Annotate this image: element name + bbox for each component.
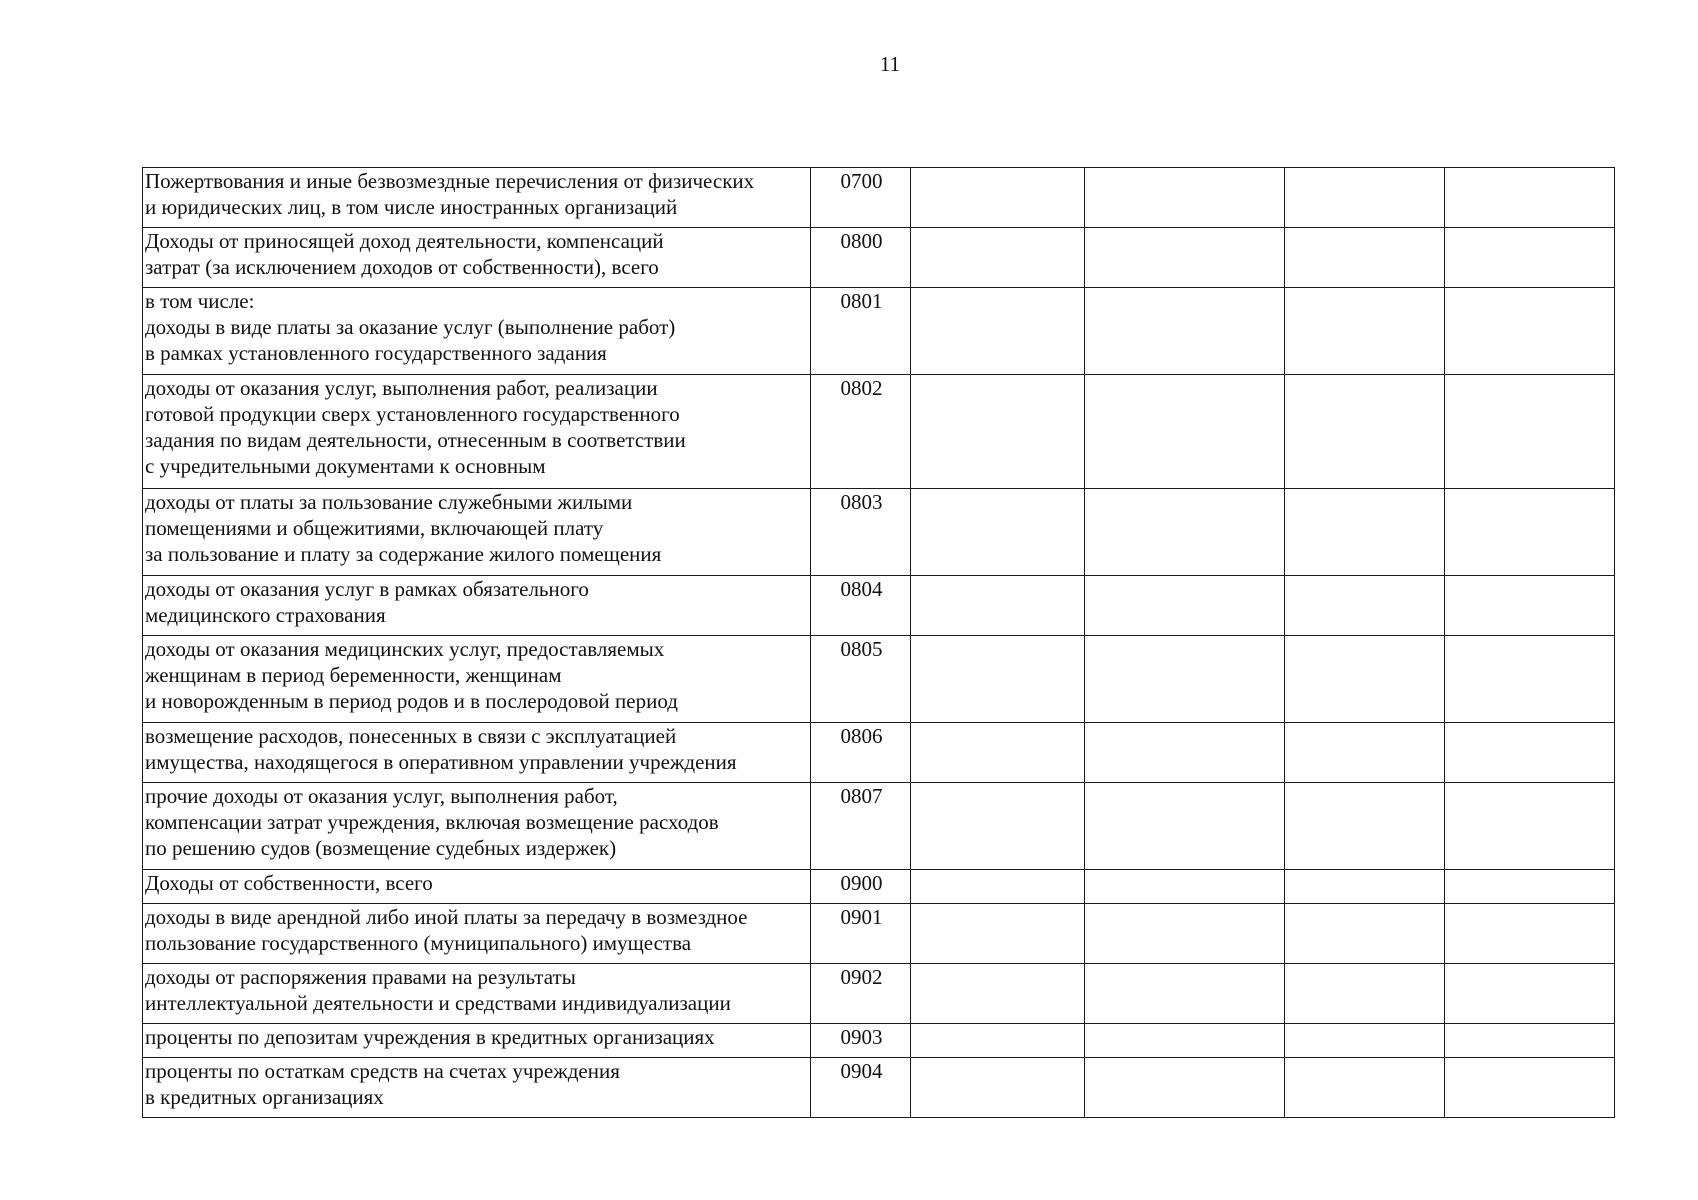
value-cell (1085, 1024, 1285, 1058)
value-cell (1445, 870, 1615, 904)
row-label (143, 288, 811, 375)
row-label-line: Доходы от приносящей доход деятельности, компенсаций (145, 229, 664, 253)
value-cell (911, 904, 1085, 964)
row-label-line: доходы от оказания медицинских услуг, предоставляемых (145, 637, 665, 661)
value-cell (911, 489, 1085, 576)
row-label (143, 1058, 811, 1118)
row-label-line: доходы от оказания услуг в рамках обязательного (145, 577, 589, 601)
value-cell (1085, 964, 1285, 1024)
row-code: 0806 (811, 723, 911, 783)
value-cell (1445, 489, 1615, 576)
table-row (143, 1058, 1615, 1118)
value-cell (1285, 636, 1445, 723)
value-cell (1085, 636, 1285, 723)
value-cell (1085, 870, 1285, 904)
table-row (143, 1024, 1615, 1058)
value-cell (1445, 576, 1615, 636)
value-cell (1445, 783, 1615, 870)
row-code: 0904 (811, 1058, 911, 1118)
row-label-line: и новорожденным в период родов и в послеродовой период (145, 689, 678, 713)
row-label (143, 723, 811, 783)
row-code: 0700 (811, 168, 911, 228)
row-label-line: Пожертвования и иные безвозмездные перечисления от физических (145, 169, 755, 193)
row-code: 0902 (811, 964, 911, 1024)
value-cell (1085, 904, 1285, 964)
table-row (143, 288, 1615, 375)
table-row (143, 636, 1615, 723)
value-cell (1085, 375, 1285, 489)
value-cell (1285, 288, 1445, 375)
row-label-line: медицинского страхования (145, 603, 386, 627)
value-cell (1285, 576, 1445, 636)
row-label-line: за пользование и плату за содержание жилого помещения (145, 542, 662, 566)
table-row (143, 870, 1615, 904)
value-cell (1285, 964, 1445, 1024)
row-label-line: доходы от оказания услуг, выполнения работ, реализации (145, 376, 658, 400)
value-cell (1085, 576, 1285, 636)
value-cell (1085, 288, 1285, 375)
value-cell (1085, 168, 1285, 228)
row-label (143, 228, 811, 288)
value-cell (1445, 288, 1615, 375)
row-code: 0807 (811, 783, 911, 870)
row-label-line: в том числе: (145, 289, 255, 313)
value-cell (1085, 723, 1285, 783)
row-label-line: компенсации затрат учреждения, включая возмещение расходов (145, 810, 719, 834)
row-code: 0802 (811, 375, 911, 489)
value-cell (1085, 783, 1285, 870)
row-label-line: с учредительными документами к основным (145, 454, 546, 478)
value-cell (1085, 1058, 1285, 1118)
table-row (143, 228, 1615, 288)
row-label-line: помещениями и общежитиями, включающей плату (145, 516, 604, 540)
table-row (143, 904, 1615, 964)
value-cell (1285, 489, 1445, 576)
value-cell (1445, 228, 1615, 288)
value-cell (1285, 228, 1445, 288)
value-cell (1445, 723, 1615, 783)
value-cell (1445, 636, 1615, 723)
table-row (143, 168, 1615, 228)
value-cell (911, 228, 1085, 288)
page-number: 11 (879, 52, 901, 76)
value-cell (1445, 1058, 1615, 1118)
value-cell (911, 288, 1085, 375)
row-label (143, 870, 811, 904)
row-label-line: женщинам в период беременности, женщинам (145, 663, 562, 687)
value-cell (1285, 1058, 1445, 1118)
value-cell (911, 783, 1085, 870)
value-cell (1285, 870, 1445, 904)
row-label-line: и юридических лиц, в том числе иностранных организаций (145, 195, 678, 219)
row-label (143, 783, 811, 870)
income-table (142, 167, 1615, 1118)
value-cell (1445, 375, 1615, 489)
value-cell (911, 1024, 1085, 1058)
value-cell (1285, 1024, 1445, 1058)
row-code: 0803 (811, 489, 911, 576)
row-code: 0901 (811, 904, 911, 964)
table-row (143, 723, 1615, 783)
row-label (143, 576, 811, 636)
row-label (143, 964, 811, 1024)
row-code: 0805 (811, 636, 911, 723)
row-label-line: проценты по остаткам средств на счетах учреждения (145, 1059, 620, 1083)
row-label (143, 904, 811, 964)
row-code: 0903 (811, 1024, 911, 1058)
row-label-line: в кредитных организациях (145, 1085, 384, 1109)
row-label-line: проценты по депозитам учреждения в кредитных организациях (145, 1025, 715, 1049)
row-label-line: затрат (за исключением доходов от собственности), всего (145, 255, 659, 279)
value-cell (911, 870, 1085, 904)
row-label-line: доходы от платы за пользование служебными жилыми (145, 490, 633, 514)
value-cell (1285, 783, 1445, 870)
row-label (143, 489, 811, 576)
value-cell (1085, 489, 1285, 576)
value-cell (1445, 904, 1615, 964)
table-row (143, 489, 1615, 576)
value-cell (911, 375, 1085, 489)
row-label-line: задания по видам деятельности, отнесенным в соответствии (145, 428, 686, 452)
table-row (143, 964, 1615, 1024)
value-cell (911, 636, 1085, 723)
value-cell (911, 168, 1085, 228)
row-label-line: прочие доходы от оказания услуг, выполнения работ, (145, 784, 618, 808)
row-label-line: интеллектуальной деятельности и средствами индивидуализации (145, 991, 731, 1015)
value-cell (1445, 168, 1615, 228)
value-cell (911, 723, 1085, 783)
row-label-line: доходы в виде платы за оказание услуг (выполнение работ) (145, 315, 676, 339)
row-label-line: готовой продукции сверх установленного государственного (145, 402, 680, 426)
value-cell (1445, 964, 1615, 1024)
value-cell (911, 576, 1085, 636)
income-table-body (143, 168, 1615, 1118)
row-label-line: в рамках установленного государственного задания (145, 341, 607, 365)
row-label (143, 636, 811, 723)
row-label (143, 375, 811, 489)
value-cell (1445, 1024, 1615, 1058)
row-label-line: доходы в виде арендной либо иной платы за передачу в возмездное (145, 905, 748, 929)
value-cell (911, 1058, 1085, 1118)
row-code: 0804 (811, 576, 911, 636)
value-cell (911, 964, 1085, 1024)
table-row (143, 783, 1615, 870)
row-label-line: Доходы от собственности, всего (145, 871, 433, 895)
value-cell (1285, 723, 1445, 783)
row-label (143, 168, 811, 228)
value-cell (1085, 228, 1285, 288)
row-label-line: имущества, находящегося в оперативном управлении учреждения (145, 750, 737, 774)
row-label (143, 1024, 811, 1058)
value-cell (1285, 375, 1445, 489)
row-code: 0800 (811, 228, 911, 288)
row-label-line: пользование государственного (муниципального) имущества (145, 931, 692, 955)
value-cell (1285, 904, 1445, 964)
value-cell (1285, 168, 1445, 228)
row-code: 0801 (811, 288, 911, 375)
table-row (143, 576, 1615, 636)
table-row (143, 375, 1615, 489)
row-label-line: возмещение расходов, понесенных в связи с эксплуатацией (145, 724, 677, 748)
row-label-line: по решению судов (возмещение судебных издержек) (145, 836, 617, 860)
row-code: 0900 (811, 870, 911, 904)
row-label-line: доходы от распоряжения правами на результаты (145, 965, 576, 989)
